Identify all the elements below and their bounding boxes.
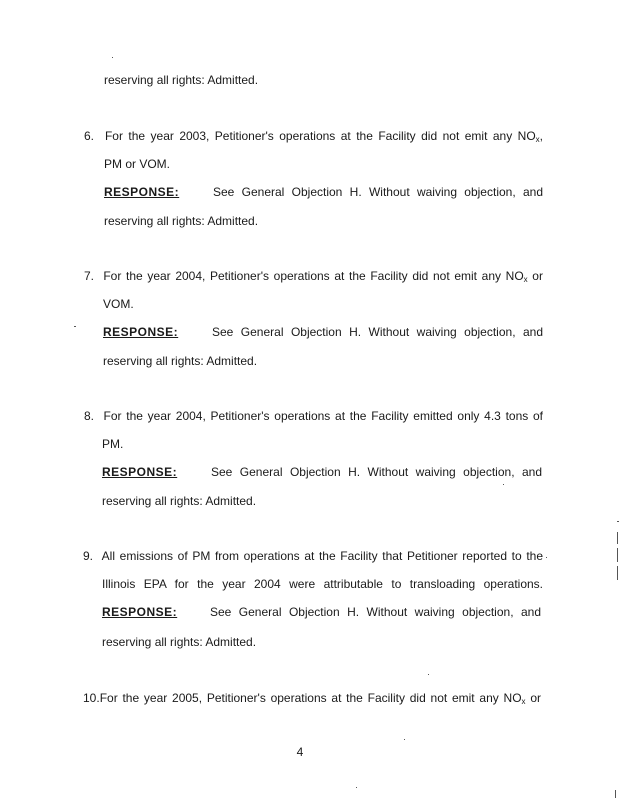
scan-edge-mark bbox=[617, 548, 618, 562]
scan-speck bbox=[74, 326, 76, 327]
continuation-text: reserving all rights: Admitted. bbox=[104, 73, 259, 87]
item-6-text: For the year 2003, Petitioner's operations at the Facility did not emit any NO bbox=[104, 129, 536, 143]
item-7-line-2: VOM. bbox=[103, 297, 134, 311]
item-7-response-end: reserving all rights: Admitted. bbox=[103, 354, 258, 368]
item-9-line-2: Illinois EPA for the year 2004 were attributable to transloading operations. bbox=[102, 577, 543, 591]
item-9-text: All emissions of PM from operations at the Facility that Petitioner reported to the bbox=[101, 549, 543, 563]
scan-speck bbox=[428, 674, 429, 675]
item-6-response-end: reserving all rights: Admitted. bbox=[104, 214, 259, 228]
item-8-response-text: See General Objection H. Without waiving objection, and bbox=[211, 465, 542, 479]
item-7-subscript: x bbox=[523, 275, 528, 284]
item-6-line-2: PM or VOM. bbox=[104, 157, 171, 171]
item-6-response-text: See General Objection H. Without waiving objection, and bbox=[213, 185, 543, 199]
item-7-text: For the year 2004, Petitioner's operations at the Facility did not emit any NO bbox=[103, 269, 524, 283]
item-6-subscript: x bbox=[535, 135, 540, 144]
scan-speck bbox=[546, 557, 547, 558]
item-10-line-1 bbox=[83, 691, 541, 706]
item-6-line-1 bbox=[84, 129, 543, 144]
scan-speck bbox=[617, 521, 619, 522]
item-10-subscript: x bbox=[521, 697, 526, 706]
item-9-response-text: See General Objection H. Without waiving objection, and bbox=[210, 605, 541, 619]
item-7-response-label: RESPONSE: bbox=[103, 325, 179, 339]
scan-speck bbox=[503, 484, 504, 485]
page-number: 4 bbox=[296, 745, 304, 759]
item-8-text: For the year 2004, Petitioner's operations at the Facility emitted only 4.3 tons of bbox=[103, 409, 544, 423]
item-8-line-1 bbox=[84, 409, 543, 424]
scan-speck bbox=[356, 787, 357, 788]
item-8-response-end: reserving all rights: Admitted. bbox=[102, 494, 257, 508]
scan-speck bbox=[404, 739, 405, 740]
item-9-number: 9. bbox=[83, 549, 94, 563]
item-8-number: 8. bbox=[84, 409, 95, 423]
scan-edge-mark bbox=[617, 532, 618, 544]
item-10-text: For the year 2005, Petitioner's operations at the Facility did not emit any NO bbox=[99, 691, 522, 705]
scan-speck bbox=[112, 57, 113, 58]
item-7-response-text: See General Objection H. Without waiving objection, and bbox=[212, 325, 543, 339]
item-6-response-label: RESPONSE: bbox=[104, 185, 180, 199]
item-9-response-label: RESPONSE: bbox=[102, 605, 178, 619]
item-6-number: 6. bbox=[84, 129, 95, 143]
item-9-response-end: reserving all rights: Admitted. bbox=[102, 635, 257, 649]
item-7-line-1 bbox=[84, 269, 543, 284]
item-9-line-1 bbox=[83, 549, 543, 564]
item-10-text-end: or bbox=[525, 691, 541, 705]
scan-edge-mark bbox=[615, 790, 616, 798]
item-7-text-end: or bbox=[527, 269, 543, 283]
item-7-number: 7. bbox=[84, 269, 95, 283]
item-8-response-label: RESPONSE: bbox=[102, 465, 178, 479]
item-8-line-2: PM. bbox=[102, 437, 124, 451]
scan-edge-mark bbox=[617, 566, 618, 580]
item-10-number: 10. bbox=[83, 691, 100, 705]
item-6-text-end: , bbox=[539, 129, 543, 143]
